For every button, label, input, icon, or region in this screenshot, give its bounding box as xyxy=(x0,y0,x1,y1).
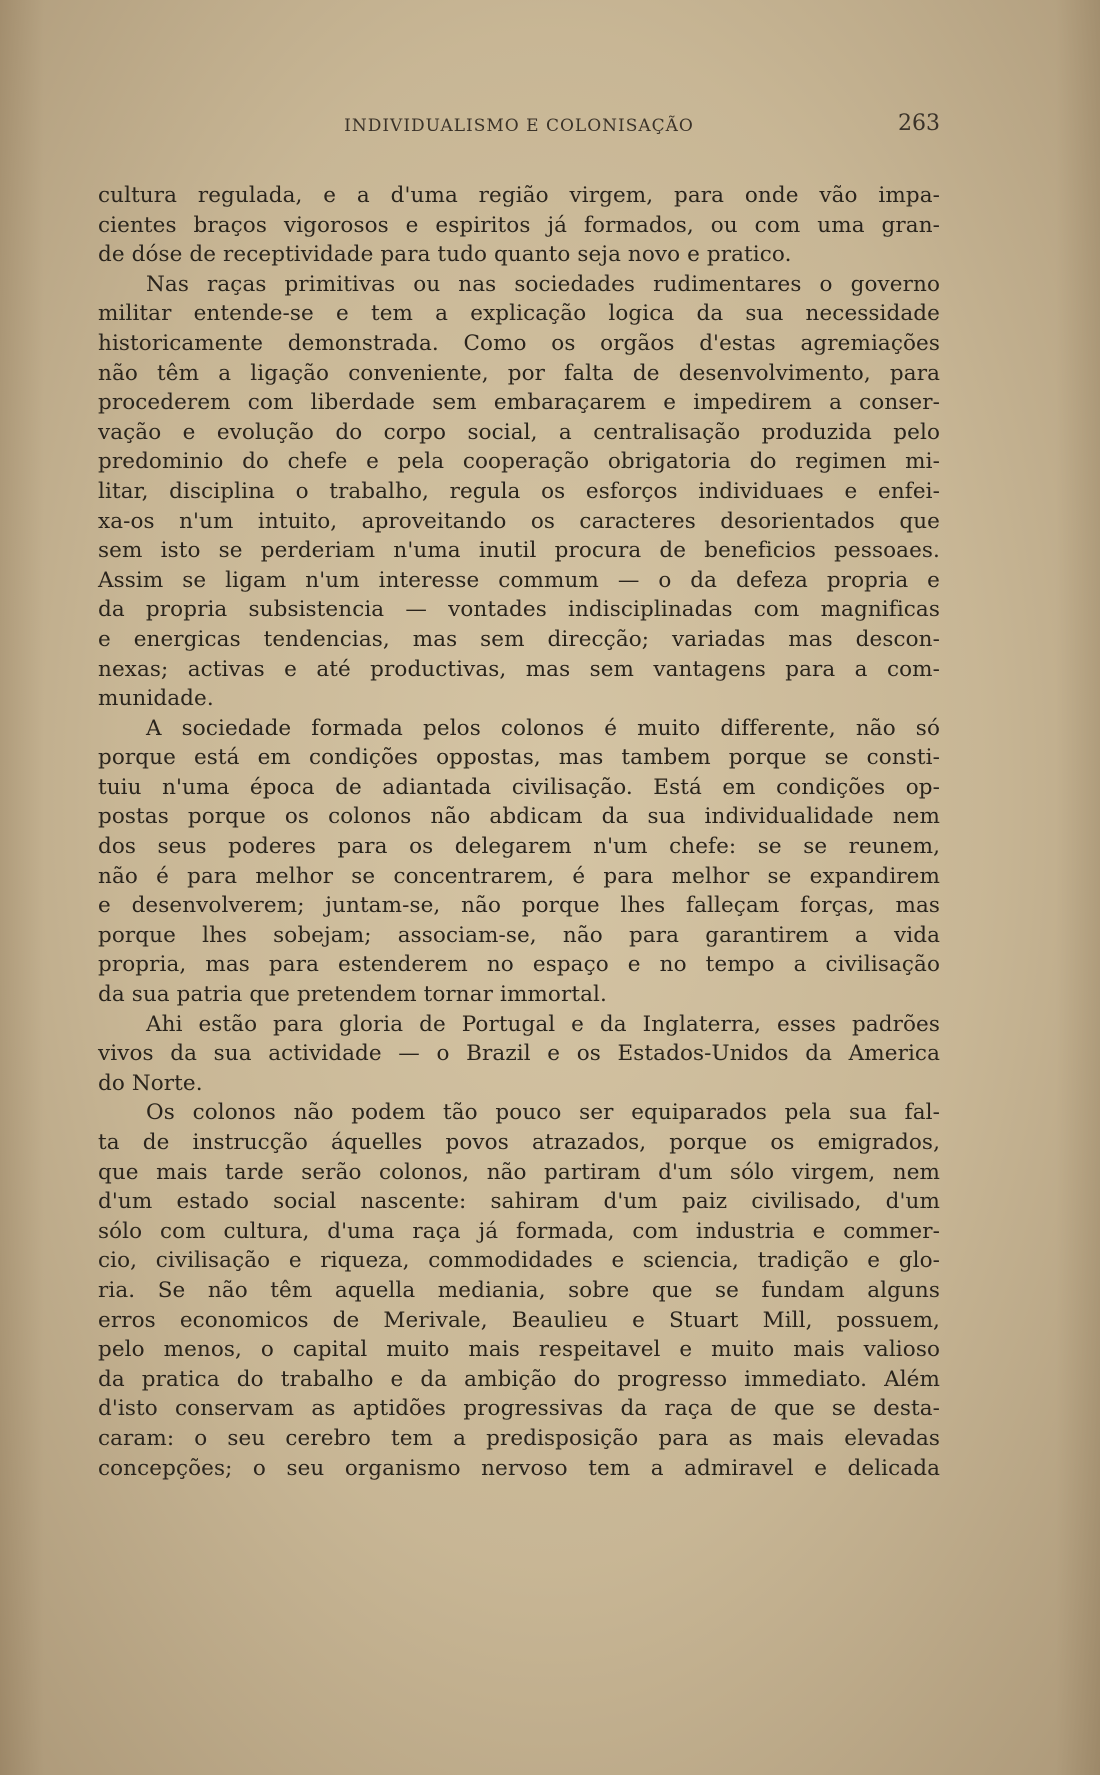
text-line: dos seus poderes para os delegarem n'um chefe: se se reunem, xyxy=(98,834,940,860)
text-line: Nas raças primitivas ou nas sociedades rudimentares o governo xyxy=(146,271,940,297)
text-line: A sociedade formada pelos colonos é muito differente, não só xyxy=(146,715,940,741)
text-line: Ahi estão para gloria de Portugal e da Inglaterra, esses padrões xyxy=(146,1011,940,1037)
text-line: postas porque os colonos não abdicam da sua individualidade nem xyxy=(98,804,940,830)
running-title: INDIVIDUALISMO E COLONISAÇÃO xyxy=(344,116,694,136)
text-line: Assim se ligam n'um interesse commum — o da defeza propria e xyxy=(98,567,940,593)
text-line: da sua patria que pretendem tornar immortal. xyxy=(98,982,607,1008)
text-line: do Norte. xyxy=(98,1070,203,1096)
text-line: porque está em condições oppostas, mas tambem porque se consti- xyxy=(98,745,940,771)
text-line: predominio do chefe e pela cooperação obrigatoria do regimen mi- xyxy=(98,449,940,475)
page-header xyxy=(98,111,940,146)
text-line: pelo menos, o capital muito mais respeitavel e muito mais valioso xyxy=(98,1337,940,1363)
text-line: e energicas tendencias, mas sem direcção; variadas mas descon- xyxy=(98,626,940,652)
text-line: da pratica do trabalho e da ambição do progresso immediato. Além xyxy=(98,1366,940,1392)
text-line: cio, civilisação e riqueza, commodidades e sciencia, tradição e glo- xyxy=(98,1248,940,1274)
text-line: cientes braços vigorosos e espiritos já formados, ou com uma gran- xyxy=(98,212,940,238)
text-line: militar entende-se e tem a explicação logica da sua necessidade xyxy=(98,301,940,327)
text-line: ria. Se não têm aquella mediania, sobre que se fundam alguns xyxy=(98,1277,940,1303)
text-line: não é para melhor se concentrarem, é para melhor se expandirem xyxy=(98,863,940,889)
text-line: cultura regulada, e a d'uma região virgem, para onde vão impa- xyxy=(98,183,940,208)
text-line: concepções; o seu organismo nervoso tem a admiravel e delicada xyxy=(98,1455,940,1481)
text-line: munidade. xyxy=(98,686,214,712)
body-text xyxy=(98,181,940,1483)
text-line: vivos da sua actividade — o Brazil e os Estados-Unidos da America xyxy=(98,1041,940,1067)
text-line: que mais tarde serão colonos, não partiram d'um sólo virgem, nem xyxy=(98,1159,940,1185)
text-line: e desenvolverem; juntam-se, não porque lhes falleçam forças, mas xyxy=(98,893,940,919)
text-line: não têm a ligação conveniente, por falta de desenvolvimento, para xyxy=(98,360,940,386)
text-line: da propria subsistencia — vontades indisciplinadas com magnificas xyxy=(98,597,940,623)
text-line: nexas; activas e até productivas, mas sem vantagens para a com- xyxy=(98,656,940,682)
text-line: caram: o seu cerebro tem a predisposição para as mais elevadas xyxy=(98,1425,940,1451)
text-line: procederem com liberdade sem embaraçarem e impedirem a conser- xyxy=(98,390,940,416)
text-line: erros economicos de Merivale, Beaulieu e Stuart Mill, possuem, xyxy=(98,1307,940,1333)
text-line: porque lhes sobejam; associam-se, não para garantirem a vida xyxy=(98,922,940,948)
text-line: vação e evolução do corpo social, a centralisação produzida pelo xyxy=(98,419,940,445)
page-number: 263 xyxy=(898,111,940,136)
text-line: sólo com cultura, d'uma raça já formada, com industria e commer- xyxy=(98,1218,940,1244)
text-line: de dóse de receptividade para tudo quanto seja novo e pratico. xyxy=(98,242,792,268)
text-line: d'isto conservam as aptidões progressivas da raça de que se desta- xyxy=(98,1396,940,1422)
text-line: xa-os n'um intuito, aproveitando os caracteres desorientados que xyxy=(98,508,940,534)
text-line: historicamente demonstrada. Como os orgãos d'estas agremiações xyxy=(98,330,940,356)
text-line: litar, disciplina o trabalho, regula os esforços individuaes e enfei- xyxy=(98,478,940,504)
text-line: propria, mas para estenderem no espaço e no tempo a civilisação xyxy=(98,952,940,978)
text-line: tuiu n'uma época de adiantada civilisação. Está em condições op- xyxy=(98,774,940,800)
text-line: d'um estado social nascente: sahiram d'um paiz civilisado, d'um xyxy=(98,1189,940,1215)
text-line: ta de instrucção áquelles povos atrazados, porque os emigrados, xyxy=(98,1130,940,1155)
text-line: sem isto se perderiam n'uma inutil procura de beneficios pessoaes. xyxy=(98,538,940,564)
text-line: Os colonos não podem tão pouco ser equiparados pela sua fal- xyxy=(146,1100,940,1126)
